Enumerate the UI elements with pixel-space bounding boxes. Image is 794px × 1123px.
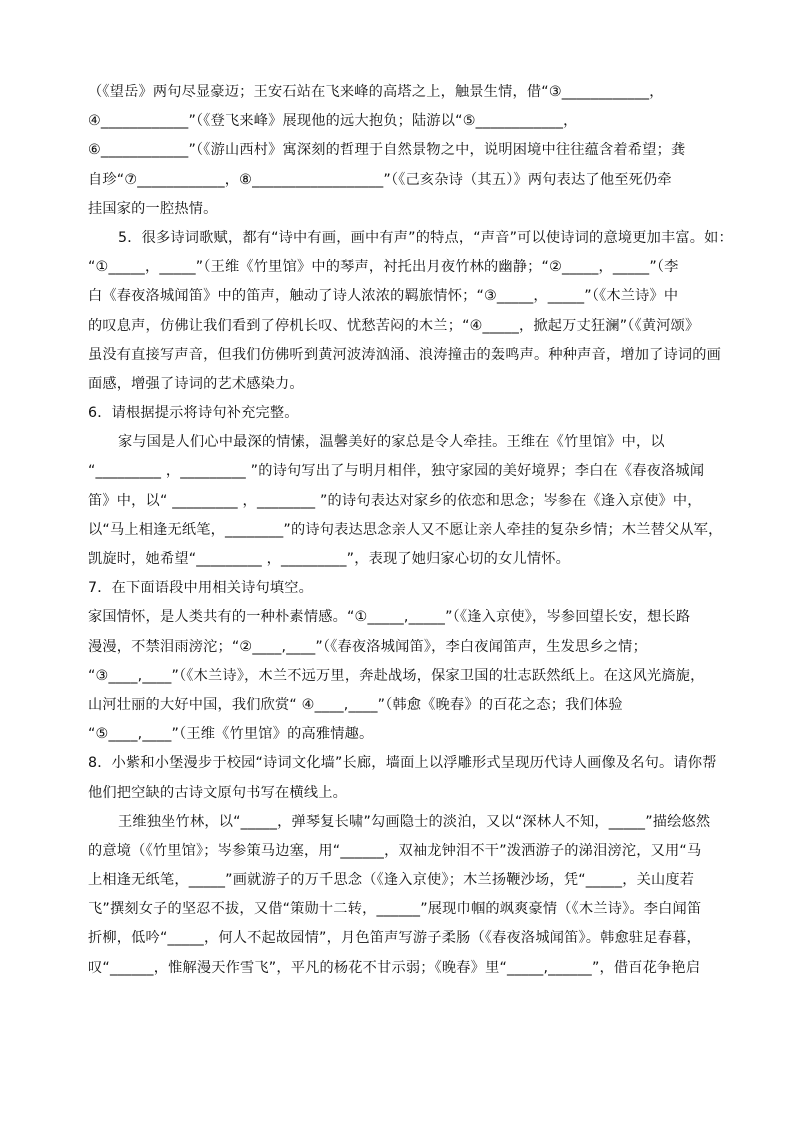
text-line: 以“马上相逢无纸笔，________”的诗句表达思念亲人又不愿让亲人牵挂的复杂乡情；木兰替父从军，: [88, 521, 723, 538]
text-line: 家国情怀，是人类共有的一种朴素情感。“①_____,_____”（《逢入京使》，岑参回望长安，想长路: [88, 609, 691, 626]
text-line: ⑥____________”（《游山西村》寓深刻的哲理于自然景物之中，说明困境中往往蕴含着希望；龚: [88, 142, 686, 159]
question-7-heading: 7．在下面语段中用相关诗句填空。: [88, 580, 314, 597]
text-line: 自珍“⑦____________，⑧__________________”（《己亥杂诗（其五）》两句表达了他至死仍牵: [88, 171, 672, 188]
text-line: “_________ ，_________ ”的诗句写出了与明月相伴，独守家园的美好境界；李白在《春夜洛城闻: [88, 463, 705, 480]
text-line: 折柳，低吟“_____，何人不起故园情”，月色笛声写游子柔肠（《春夜洛城闻笛》。韩愈驻足春暮，: [88, 930, 701, 947]
text-line: 的叹息声，仿佛让我们看到了停机长叹、忧愁苦闷的木兰；“④_____，掀起万丈狂澜”（《黄河颂》: [88, 317, 700, 334]
text-line: 他们把空缺的古诗文原句书写在横线上。: [88, 784, 347, 801]
text-line: （《望岳》两句尽显豪迈；王安石站在飞来峰的高塔之上，触景生情，借“③____________，: [88, 84, 664, 100]
text-line: 王维独坐竹林，以“_____，弹琴复长啸”勾画隐士的淡泊，又以“深林人不知，_____”描绘悠然: [118, 813, 711, 830]
text-line: 飞”撰刻女子的坚忍不拔，又借“策勋十二转，______”展现巾帼的飒爽豪情（《木兰诗》。李白闻笛: [88, 901, 702, 918]
text-line: 家与国是人们心中最深的情愫，温馨美好的家总是令人牵挂。王维在《竹里馆》中，以: [118, 434, 665, 451]
text-line: “⑤____,____”（王维《竹里馆》的高雅情趣。: [88, 726, 374, 743]
question-8-heading: 8．小紫和小堡漫步于校园“诗词文化墙”长廊，墙面上以浮雕形式呈现历代诗人画像及名句。请你帮: [88, 755, 717, 772]
text-line: 的意境（《竹里馆》；岑参策马边塞，用“______，双袖龙钟泪不干”泼洒游子的涕泪滂沱，又用“马: [88, 842, 702, 859]
text-line: 笛》中，以“ _________ ，________ ”的诗句表达对家乡的依恋和思念；岑参在《逢入京使》中，: [88, 492, 702, 509]
text-line: 漫漫，不禁泪雨滂沱；“②____,____”（《春夜洛城闻笛》，李白夜闻笛声，生发思乡之情；: [88, 638, 647, 655]
text-line: “①_____，_____”（王维《竹里馆》中的琴声，衬托出月夜竹林的幽静；“②_____，_____”（李: [88, 259, 679, 276]
text-line: 凯旋时，她希望“_________ ，_________”，表现了她归家心切的女儿情怀。: [88, 551, 571, 567]
text-line: 白《春夜洛城闻笛》中的笛声，触动了诗人浓浓的羁旅情怀；“③_____，_____”（《木兰诗》中: [88, 288, 679, 305]
question-6-heading: 6．请根据提示将诗句补充完整。: [88, 405, 299, 422]
text-line: 挂国家的一腔热情。: [88, 200, 218, 217]
text-line: 山河壮丽的大好中国，我们欣赏“ ④____,____”（韩愈《晚春》的百花之态；我们体验: [88, 696, 623, 713]
document-page: [88, 78, 733, 983]
text-line: 叹“______，惟解漫天作雪飞”，平凡的杨花不甘示弱；《晚春》里“_____,______”，借百花争艳启: [88, 959, 701, 976]
question-5-heading: 5．很多诗词歌赋，都有“诗中有画，画中有声”的特点，“声音”可以使诗词的意境更加丰富。如：: [118, 229, 733, 246]
text-line: 上相逢无纸笔，_____”画就游子的万千思念（《逢入京使》；木兰扬鞭沙场，凭“_____，关山度若: [88, 872, 695, 889]
text-line: 虽没有直接写声音，但我们仿佛听到黄河波涛汹涌、浪涛撞击的轰鸣声。种种声音，增加了诗词的画: [88, 346, 722, 363]
text-line: “③____,____”（《木兰诗》，木兰不远万里，奔赴战场，保家卫国的壮志跃然纸上。在这风光旖旎，: [88, 667, 705, 684]
text-line: ④____________”（《登飞来峰》展现他的远大抱负；陆游以“⑤____________，: [88, 113, 578, 130]
text-line: 面感，增强了诗词的艺术感染力。: [88, 375, 304, 392]
